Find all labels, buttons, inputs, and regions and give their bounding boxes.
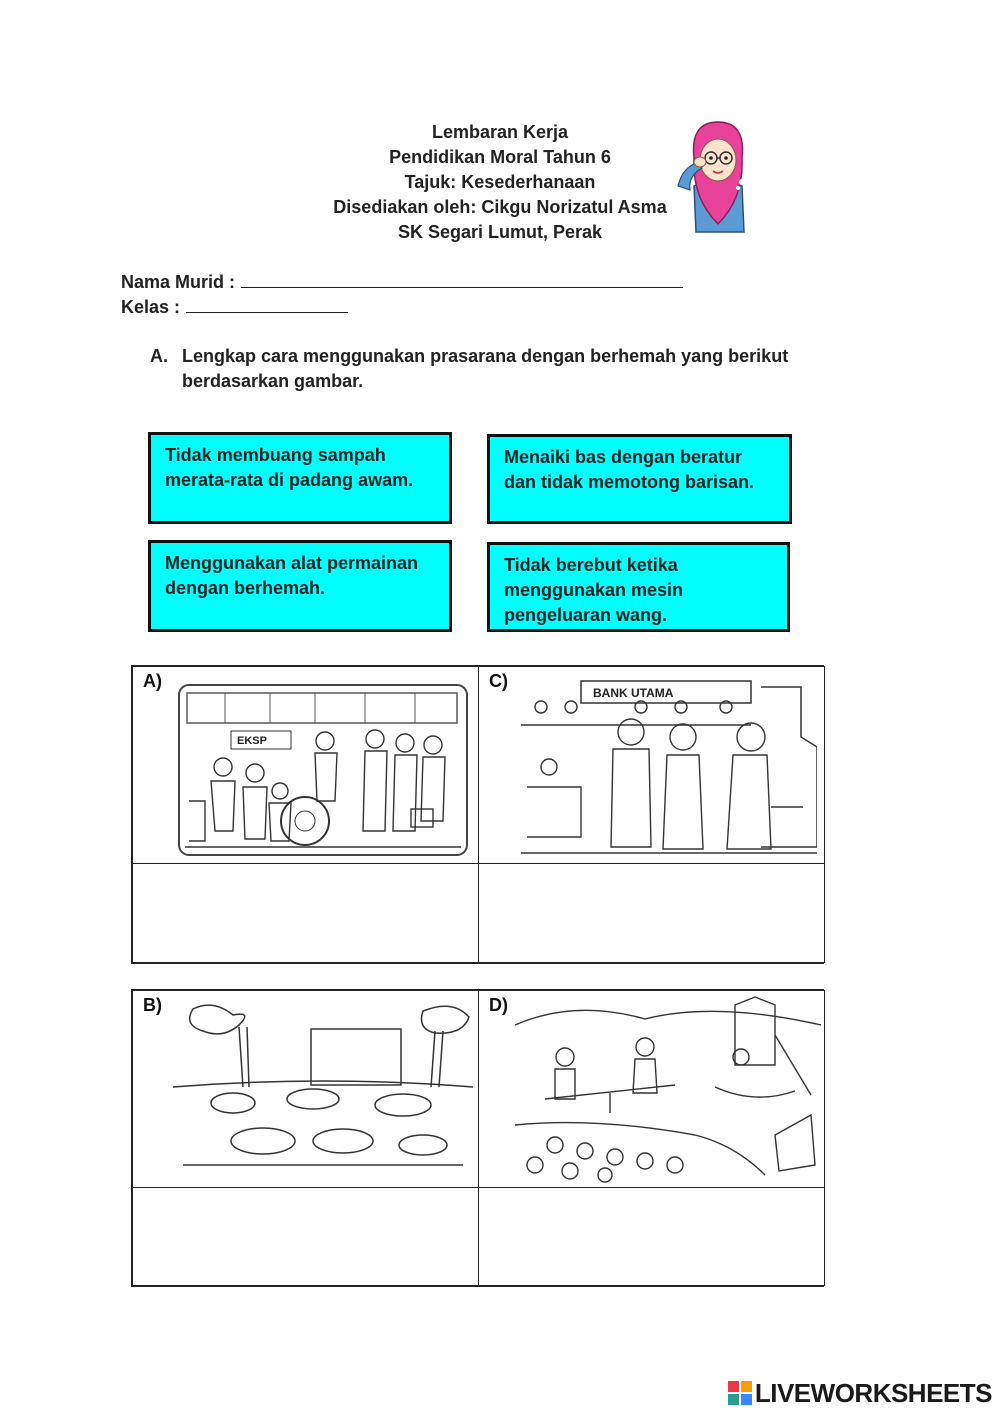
header-line-3: Tajuk: Kesederhanaan xyxy=(404,172,596,192)
picture-table-2 xyxy=(131,989,824,1287)
option-card-3[interactable]: Menggunakan alat permainan dengan berhemah. xyxy=(148,540,452,632)
picture-label-a: A) xyxy=(143,671,162,691)
playground-illustration xyxy=(515,995,821,1183)
picture-cell-b xyxy=(132,990,479,1188)
bank-sign-text: BANK UTAMA xyxy=(593,686,674,700)
instruction-letter: A. xyxy=(150,346,168,366)
instruction-text: Lengkap cara menggunakan prasarana dengan berhemah yang berikut berdasarkan gambar. xyxy=(182,346,789,391)
class-label: Kelas : xyxy=(121,297,181,317)
student-name-label: Nama Murid : xyxy=(121,272,236,292)
picture-cell-c xyxy=(478,666,825,864)
littered-field-illustration xyxy=(173,995,473,1183)
class-blank[interactable] xyxy=(186,298,348,313)
teacher-avatar-icon xyxy=(672,116,764,234)
header-line-1: Lembaran Kerja xyxy=(431,122,569,142)
bus-sign-text: EKSP xyxy=(237,735,267,747)
picture-cell-a xyxy=(132,666,479,864)
student-name-blank[interactable] xyxy=(241,273,683,288)
header-line-2: Pendidikan Moral Tahun 6 xyxy=(389,147,611,167)
liveworksheets-logo[interactable] xyxy=(728,1377,992,1408)
class-field xyxy=(121,297,348,318)
option-card-4[interactable]: Tidak berebut ketika menggunakan mesin pengeluaran wang. xyxy=(487,542,790,632)
bank-atm-illustration xyxy=(521,677,817,859)
student-name-field xyxy=(121,272,683,293)
header-line-4: Disediakan oleh: Cikgu Norizatul Asma xyxy=(333,197,667,217)
liveworksheets-logo-icon xyxy=(728,1381,752,1405)
answer-box-a[interactable] xyxy=(132,863,479,963)
picture-table-1 xyxy=(131,665,824,964)
answer-box-b[interactable] xyxy=(132,1187,479,1286)
option-card-1[interactable]: Tidak membuang sampah merata-rata di padang awam. xyxy=(148,432,452,524)
picture-label-b: B) xyxy=(143,995,162,1015)
answer-box-c[interactable] xyxy=(478,863,825,963)
option-card-2[interactable]: Menaiki bas dengan beratur dan tidak memotong barisan. xyxy=(487,434,792,524)
picture-label-c: C) xyxy=(489,671,508,691)
bus-queue-illustration xyxy=(175,681,471,859)
answer-box-d[interactable] xyxy=(478,1187,825,1286)
header-line-5: SK Segari Lumut, Perak xyxy=(397,222,603,242)
picture-label-d: D) xyxy=(489,995,508,1015)
liveworksheets-logo-text: LIVEWORKSHEETS xyxy=(754,1377,992,1408)
instruction xyxy=(150,344,840,394)
picture-cell-d xyxy=(478,990,825,1188)
